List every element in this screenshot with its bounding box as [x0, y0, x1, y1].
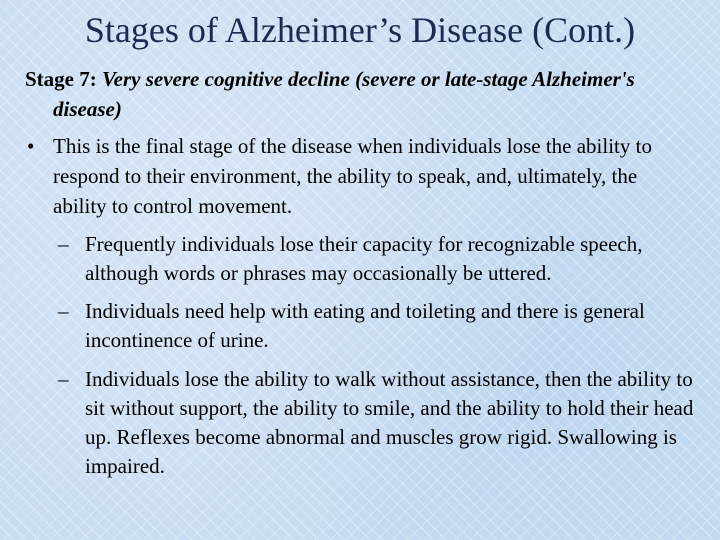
sub-bullet-text: Individuals need help with eating and toileting and there is general incontinence of urine.: [85, 299, 645, 352]
sub-bullet-movement: [58, 365, 708, 481]
bullet-marker: •: [27, 134, 35, 158]
sub-bullet-marker: –: [58, 367, 69, 391]
slide-title: Stages of Alzheimer’s Disease (Cont.): [84, 10, 636, 50]
stage-heading: [25, 64, 693, 124]
sub-bullet-text: Individuals lose the ability to walk without assistance, then the ability to sit without support, the ability to smile, and the ability to hold their head up. Reflexes become abnormal and muscles grow rigid. Swallowing is impaired.: [85, 367, 694, 478]
main-bullet-text: This is the final stage of the disease when individuals lose the ability to respond to their environment, the ability to speak, and, ultimately, the ability to control movement.: [53, 134, 652, 218]
stage-label: Stage 7:: [25, 67, 97, 91]
sub-bullet-speech: [58, 230, 708, 288]
sub-bullet-marker: –: [58, 299, 69, 323]
sub-bullet-marker: –: [58, 232, 69, 256]
stage-description: Very severe cognitive decline (severe or late-stage Alzheimer's disease): [53, 67, 635, 121]
main-bullet: [27, 131, 687, 221]
sub-bullet-eating: [58, 297, 708, 355]
sub-bullet-text: Frequently individuals lose their capacity for recognizable speech, although words or phrases may occasionally be uttered.: [85, 232, 643, 285]
